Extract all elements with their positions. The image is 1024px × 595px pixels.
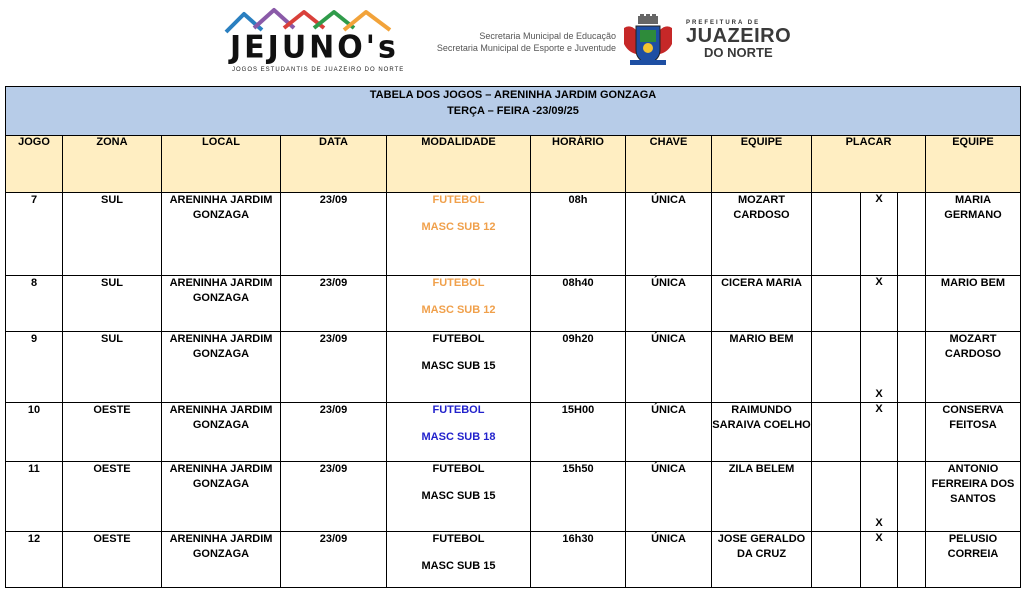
col-modalidade: MODALIDADE [387,136,531,193]
placar-x: X [861,332,898,403]
cell-equipe-2: CONSERVA FEITOSA [926,403,1021,462]
placar-x: X [861,462,898,532]
placar-x: X [861,193,898,276]
cell-equipe-1: RAIMUNDO SARAIVA COELHO [712,403,812,462]
placar-score-1 [812,193,861,276]
placar-score-2 [898,403,926,462]
placar-x: X [861,276,898,332]
cell-chave: ÚNICA [626,403,712,462]
cell-horario: 09h20 [531,332,626,403]
modalidade-category: MASC SUB 15 [421,560,496,572]
modalidade-category: MASC SUB 12 [421,221,496,233]
cell-modalidade [387,332,531,403]
col-data: DATA [281,136,387,193]
logo-subtitle: JOGOS ESTUDANTIS DE JUAZEIRO DO NORTE [232,67,405,73]
cell-local: ARENINHA JARDIM GONZAGA [162,332,281,403]
cell-equipe-1: JOSE GERALDO DA CRUZ [712,532,812,588]
cell-horario: 15h50 [531,462,626,532]
table-row [6,532,1021,588]
table-header-row [6,136,1021,193]
placar-score-1 [812,462,861,532]
cell-equipe-2: MARIO BEM [926,276,1021,332]
logo-word: JEJUNO's [230,29,399,66]
cell-local: ARENINHA JARDIM GONZAGA [162,532,281,588]
table-row [6,276,1021,332]
placar-score-2 [898,462,926,532]
cell-jogo: 8 [6,276,63,332]
cell-data: 23/09 [281,403,387,462]
jejunos-logo [222,6,405,78]
prefeitura-city: JUAZEIRO [686,25,792,47]
cell-zona: OESTE [63,532,162,588]
secretaria-educacao: Secretaria Municipal de Educação [479,31,616,41]
games-table [5,86,1021,588]
placar-score-2 [898,332,926,403]
cell-equipe-1: ZILA BELEM [712,462,812,532]
cell-modalidade [387,532,531,588]
table-row [6,193,1021,276]
cell-data: 23/09 [281,276,387,332]
page-header [0,0,1024,84]
cell-chave: ÚNICA [626,193,712,276]
modalidade-category: MASC SUB 18 [421,431,496,443]
modalidade-category: MASC SUB 15 [421,360,496,372]
cell-data: 23/09 [281,462,387,532]
cell-equipe-1: CICERA MARIA [712,276,812,332]
cell-local: ARENINHA JARDIM GONZAGA [162,193,281,276]
prefeitura-city-suffix: DO NORTE [704,45,773,60]
cell-horario: 08h40 [531,276,626,332]
cell-jogo: 10 [6,403,63,462]
cell-data: 23/09 [281,332,387,403]
cell-zona: OESTE [63,403,162,462]
cell-equipe-2: MOZART CARDOSO [926,332,1021,403]
col-horario: HORÁRIO [531,136,626,193]
placar-score-2 [898,276,926,332]
cell-jogo: 11 [6,462,63,532]
col-chave: CHAVE [626,136,712,193]
cell-modalidade [387,193,531,276]
placar-score-1 [812,532,861,588]
modalidade-sport: FUTEBOL [432,277,485,289]
placar-score-1 [812,276,861,332]
table-title-line1: TABELA DOS JOGOS – ARENINHA JARDIM GONZAGA [369,89,657,101]
cell-data: 23/09 [281,532,387,588]
cell-local: ARENINHA JARDIM GONZAGA [162,462,281,532]
col-equipe-1: EQUIPE [712,136,812,193]
table-title [6,87,1021,136]
table-row [6,462,1021,532]
placar-score-1 [812,403,861,462]
cell-local: ARENINHA JARDIM GONZAGA [162,276,281,332]
cell-modalidade [387,403,531,462]
cell-zona: SUL [63,193,162,276]
col-zona: ZONA [63,136,162,193]
table-title-line2: TERÇA – FEIRA -23/09/25 [447,105,579,117]
cell-equipe-2: MARIA GERMANO [926,193,1021,276]
modalidade-sport: FUTEBOL [432,404,485,416]
cell-zona: SUL [63,332,162,403]
placar-score-2 [898,532,926,588]
cell-equipe-1: MOZART CARDOSO [712,193,812,276]
table-row [6,403,1021,462]
cell-zona: OESTE [63,462,162,532]
modalidade-sport: FUTEBOL [432,533,485,545]
cell-horario: 16h30 [531,532,626,588]
modalidade-sport: FUTEBOL [432,194,485,206]
cell-chave: ÚNICA [626,332,712,403]
cell-modalidade [387,276,531,332]
secretarias-text [420,30,616,54]
col-local: LOCAL [162,136,281,193]
cell-local: ARENINHA JARDIM GONZAGA [162,403,281,462]
col-equipe-2: EQUIPE [926,136,1021,193]
cell-data: 23/09 [281,193,387,276]
cell-jogo: 7 [6,193,63,276]
cell-jogo: 12 [6,532,63,588]
cell-chave: ÚNICA [626,462,712,532]
modalidade-sport: FUTEBOL [432,463,485,475]
col-jogo: JOGO [6,136,63,193]
cell-equipe-2: PELUSIO CORREIA [926,532,1021,588]
placar-score-1 [812,332,861,403]
secretaria-esporte: Secretaria Municipal de Esporte e Juventude [436,43,616,53]
cell-chave: ÚNICA [626,276,712,332]
modalidade-sport: FUTEBOL [432,333,485,345]
table-row [6,332,1021,403]
placar-x: X [861,403,898,462]
prefeitura-label: PREFEITURA DE [686,20,761,26]
cell-horario: 15H00 [531,403,626,462]
col-placar: PLACAR [812,136,926,193]
cell-equipe-1: MARIO BEM [712,332,812,403]
cell-jogo: 9 [6,332,63,403]
cell-equipe-2: ANTONIO FERREIRA DOS SANTOS [926,462,1021,532]
table-title-row [6,87,1021,136]
modalidade-category: MASC SUB 15 [421,490,496,502]
placar-score-2 [898,193,926,276]
prefeitura-logo [686,20,791,60]
cell-horario: 08h [531,193,626,276]
cell-zona: SUL [63,276,162,332]
coat-of-arms-icon [620,14,676,68]
cell-chave: ÚNICA [626,532,712,588]
placar-x: X [861,532,898,588]
modalidade-category: MASC SUB 12 [421,304,496,316]
cell-modalidade [387,462,531,532]
